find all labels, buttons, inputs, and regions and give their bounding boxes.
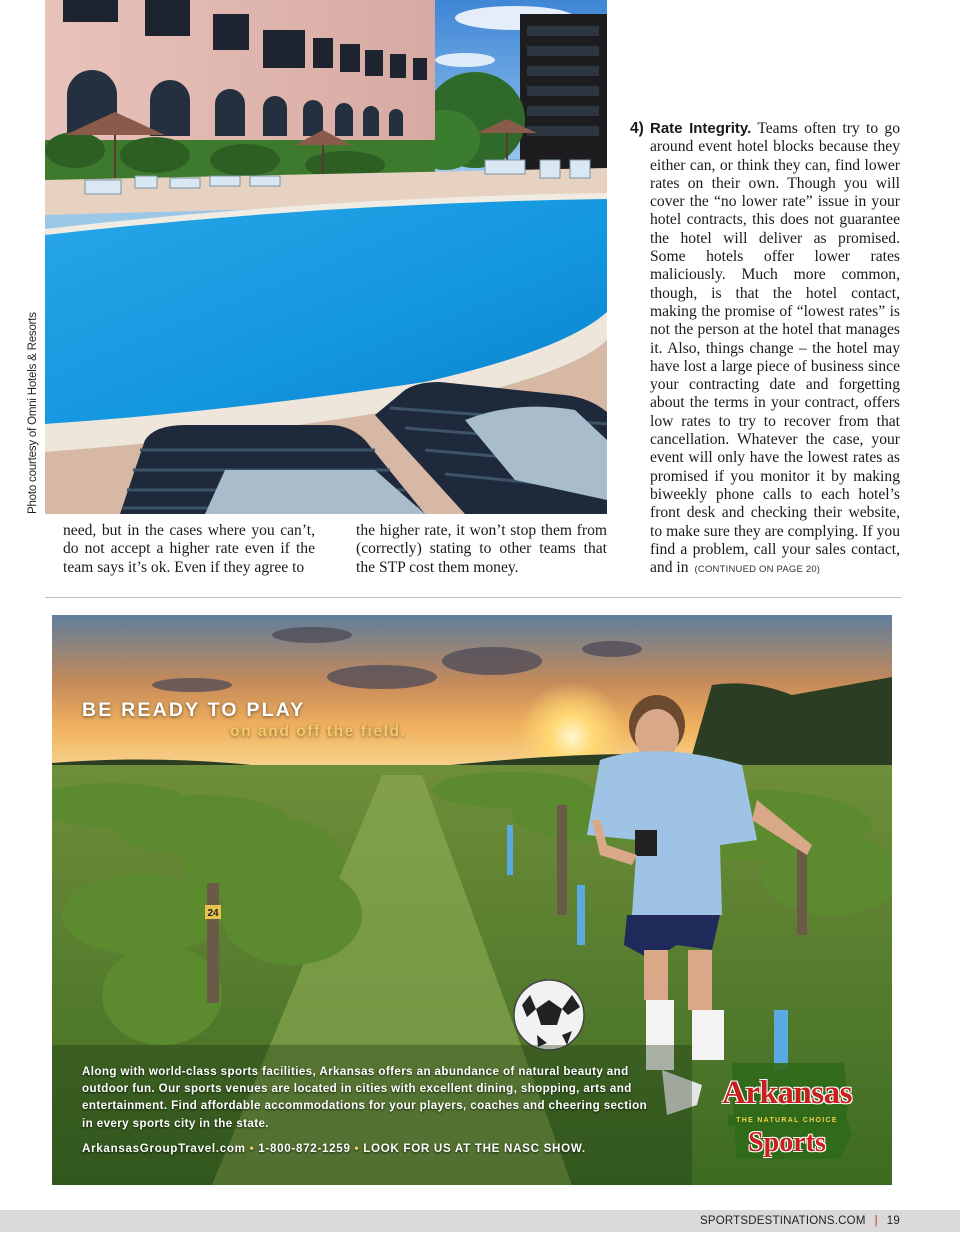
article-column-2: the higher rate, it won’t stop them from (correctly) stating to other teams that the STP cost them money.: [356, 522, 607, 576]
list-item-lead: Rate Integrity.: [650, 120, 752, 137]
page-number: 19: [886, 1215, 900, 1227]
section-divider: [45, 597, 901, 598]
logo-subwordmark: Sports: [748, 1127, 826, 1158]
ad-show-callout: LOOK FOR US AT THE NASC SHOW.: [363, 1142, 586, 1155]
ad-body-text: Along with world-class sports facilities, Arkansas offers an abundance of natural beauty and outdoor fun. Our sports venues are located in cities with excellent dining, shopping, arts and entertainment. Find affordable accommodations for your players, coaches and cheering section in every sports city in the state.: [82, 1065, 648, 1130]
page-footer: [0, 1210, 960, 1232]
footer-info: [700, 1210, 900, 1232]
photo-credit: Photo courtesy of Omni Hotels & Resorts: [27, 312, 39, 514]
ad-website-link[interactable]: ArkansasGroupTravel.com: [82, 1142, 246, 1155]
logo-wordmark: Arkansas: [722, 1075, 852, 1111]
soccer-ball-icon: [514, 980, 584, 1050]
list-item-number: 4): [630, 120, 644, 137]
ad-phone-number[interactable]: 1-800-872-1259: [258, 1142, 351, 1155]
ad-subheadline: on and off the field.: [230, 723, 407, 740]
ad-contact-line: [82, 1142, 586, 1155]
logo-tagline: THE NATURAL CHOICE: [728, 1115, 846, 1126]
article-column-1: need, but in the cases where you can’t, do not accept a higher rate even if the team says it’s ok. Even if they agree to: [63, 522, 315, 576]
footer-site[interactable]: SPORTSDESTINATIONS.COM: [699, 1215, 866, 1227]
contact-bullet: •: [354, 1142, 360, 1155]
post-number-tag: 24: [207, 908, 219, 919]
footer-separator: |: [874, 1215, 878, 1227]
ad-headline: BE READY TO PLAY: [82, 699, 306, 721]
arkansas-sports-logo: [712, 1055, 862, 1165]
list-item-text: Teams often try to go around event hotel blocks because they either can, or think they can, find lower rates on their own. Though you will cover the “no lower rate” issue in your hotel contracts, this does not guarantee the hotel will deliver as promised. Some hotels offer lower rates maliciously. Much more common, though, is that the hotel contact, making the promise of “lowest rates” is not the person at the hotel that manages it. Also, things change – the hotel may have lost a large piece of business since your contracting date and forgetting about the terms in your contract, offers low rates to try to recover from that cancellation. Whatever the case, your event will only have the lowest rates as promised if you monitor it by making biweekly phone calls to each hotel’s front desk and checking their website, to make sure they are complying. If you find a problem, call your sales contact, and in: [650, 120, 901, 577]
contact-bullet: •: [249, 1142, 255, 1155]
continued-link[interactable]: (CONTINUED ON PAGE 20): [694, 564, 821, 576]
article-column-3: [650, 120, 900, 579]
hotel-pool-photo: [45, 0, 607, 514]
pool-scene-illustration: [45, 0, 607, 514]
arkansas-advertisement[interactable]: [52, 615, 892, 1185]
